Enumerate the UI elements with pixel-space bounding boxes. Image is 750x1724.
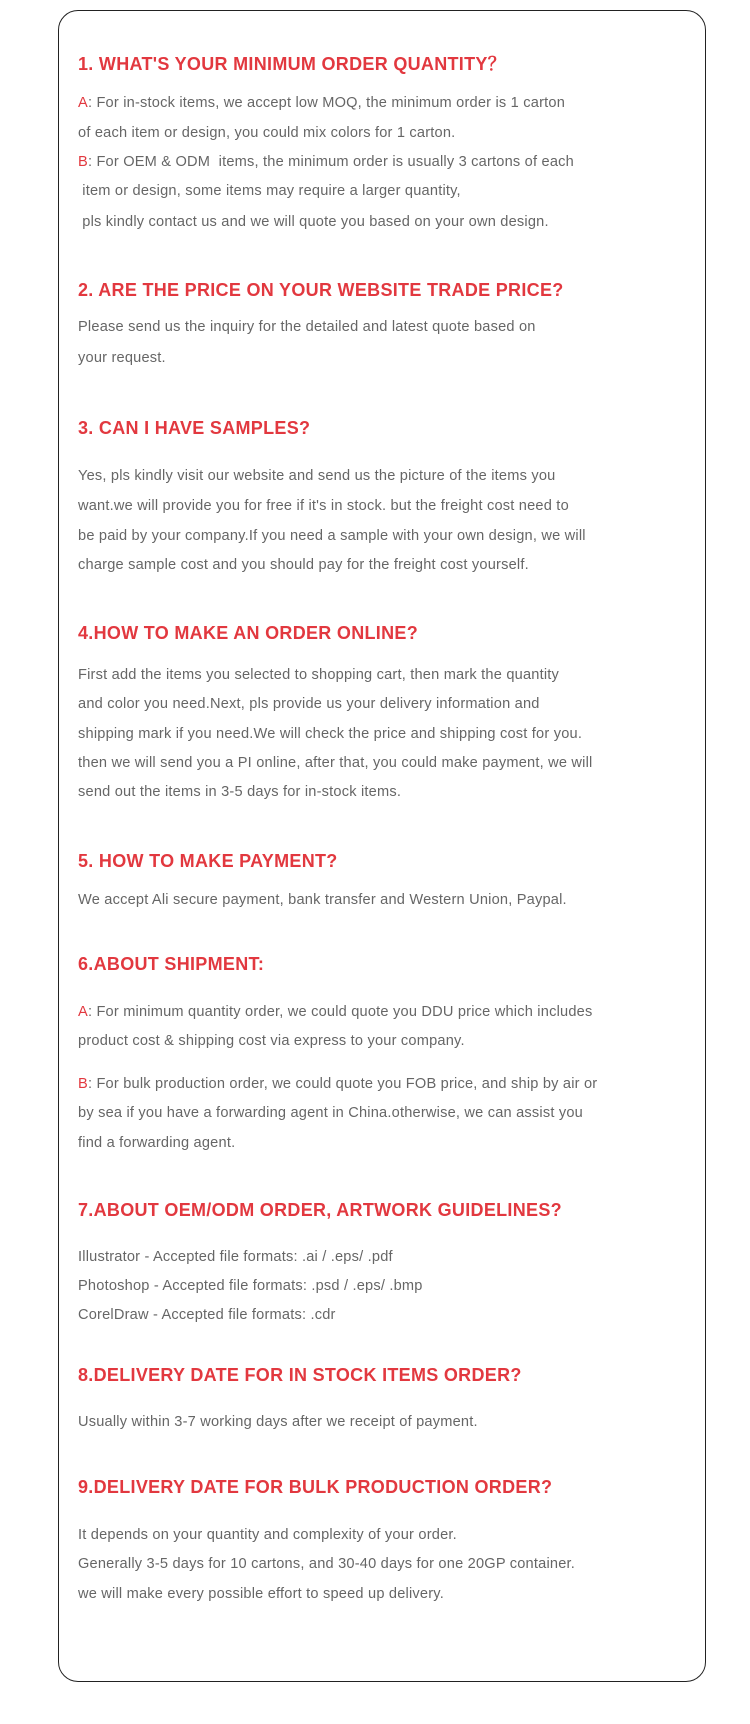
faq-answer-line	[78, 753, 592, 773]
faq-answer-line	[78, 1247, 393, 1267]
answer-prefix: B	[78, 154, 88, 170]
answer-text: Please send us the inquiry for the detailed and latest quote based on	[78, 319, 536, 335]
answer-text: of each item or design, you could mix colors for 1 carton.	[78, 125, 456, 141]
faq-question-heading: 9.DELIVERY DATE FOR BULK PRODUCTION ORDER?	[78, 1477, 553, 1497]
answer-text: : For minimum quantity order, we could quote you DDU price which includes	[87, 1004, 593, 1020]
faq-answer-line	[78, 1133, 235, 1153]
faq-answer-line	[78, 1276, 423, 1296]
answer-text: shipping mark if you need.We will check the price and shipping cost for you.	[78, 726, 583, 742]
faq-answer-line	[78, 1305, 336, 1325]
answer-text: CorelDraw - Accepted file formats: .cdr	[78, 1307, 336, 1323]
faq-answer-line	[78, 1412, 478, 1432]
answer-text: item or design, some items may require a larger quantity,	[78, 183, 461, 199]
answer-text: : For bulk production order, we could quote you FOB price, and ship by air or	[87, 1076, 598, 1092]
faq-answer-line	[78, 1525, 457, 1545]
answer-text: pls kindly contact us and we will quote you based on your own design.	[78, 214, 549, 230]
faq-answer-line	[78, 348, 166, 368]
answer-text: : For in-stock items, we accept low MOQ, the minimum order is 1 carton	[87, 95, 566, 111]
faq-answer-line	[78, 1031, 465, 1051]
faq-answer-line	[78, 93, 565, 113]
faq-answer-line	[78, 1002, 592, 1022]
faq-answer-line	[78, 1074, 597, 1094]
faq-question-heading: 5. HOW TO MAKE PAYMENT?	[78, 851, 338, 871]
answer-text: find a forwarding agent.	[78, 1135, 236, 1151]
faq-answer-line	[78, 181, 461, 201]
faq-answer-line	[78, 665, 559, 685]
faq-answer-line	[78, 212, 549, 232]
answer-text: product cost & shipping cost via express to your company.	[78, 1033, 465, 1049]
faq-answer-line	[78, 724, 582, 744]
answer-text: and color you need.Next, pls provide us your delivery information and	[78, 696, 540, 712]
faq-answer-line	[78, 496, 569, 516]
answer-prefix: A	[78, 95, 88, 111]
faq-question-heading: 7.ABOUT OEM/ODM ORDER, ARTWORK GUIDELINES?	[78, 1200, 562, 1220]
faq-answer-line	[78, 466, 555, 486]
answer-text: Usually within 3-7 working days after we receipt of payment.	[78, 1414, 478, 1430]
faq-answer-line	[78, 1584, 444, 1604]
answer-text: we will make every possible effort to speed up delivery.	[78, 1586, 444, 1602]
faq-answer-line	[78, 317, 536, 337]
answer-text: charge sample cost and you should pay for the freight cost yourself.	[78, 557, 529, 573]
faq-answer-line	[78, 1103, 583, 1123]
answer-text: Generally 3-5 days for 10 cartons, and 30-40 days for one 20GP container.	[78, 1556, 576, 1572]
faq-answer-line	[78, 555, 529, 575]
faq-answer-line	[78, 1554, 575, 1574]
faq-question-heading: 4.HOW TO MAKE AN ORDER ONLINE?	[78, 623, 419, 643]
answer-text: : For OEM & ODM items, the minimum order is usually 3 cartons of each	[87, 154, 574, 170]
faq-answer-line	[78, 694, 540, 714]
answer-text: We accept Ali secure payment, bank transfer and Western Union, Paypal.	[78, 892, 567, 908]
answer-text: by sea if you have a forwarding agent in China.otherwise, we can assist you	[78, 1105, 583, 1121]
answer-text: be paid by your company.If you need a sample with your own design, we will	[78, 528, 586, 544]
faq-question-heading: 2. ARE THE PRICE ON YOUR WEBSITE TRADE PRICE?	[78, 280, 564, 300]
faq-question-heading: 8.DELIVERY DATE FOR IN STOCK ITEMS ORDER?	[78, 1365, 522, 1385]
answer-text: send out the items in 3-5 days for in-stock items.	[78, 784, 402, 800]
faq-answer-line	[78, 782, 401, 802]
answer-text: It depends on your quantity and complexity of your order.	[78, 1527, 457, 1543]
faq-answer-line	[78, 123, 455, 143]
answer-prefix: B	[78, 1076, 88, 1092]
answer-text: Illustrator - Accepted file formats: .ai / .eps/ .pdf	[78, 1249, 393, 1265]
faq-answer-line	[78, 526, 586, 546]
answer-text: Yes, pls kindly visit our website and send us the picture of the items you	[78, 468, 556, 484]
faq-question-heading: 1. WHAT'S YOUR MINIMUM ORDER QUANTITY？	[78, 54, 507, 74]
answer-text: your request.	[78, 350, 166, 366]
answer-text: want.we will provide you for free if it's in stock. but the freight cost need to	[78, 498, 569, 514]
answer-text: then we will send you a PI online, after that, you could make payment, we will	[78, 755, 593, 771]
faq-question-heading: 6.ABOUT SHIPMENT:	[78, 954, 265, 974]
faq-question-heading: 3. CAN I HAVE SAMPLES?	[78, 418, 311, 438]
answer-text: Photoshop - Accepted file formats: .psd / .eps/ .bmp	[78, 1278, 423, 1294]
faq-answer-line	[78, 152, 574, 172]
faq-answer-line	[78, 890, 567, 910]
answer-prefix: A	[78, 1004, 88, 1020]
answer-text: First add the items you selected to shopping cart, then mark the quantity	[78, 667, 560, 683]
